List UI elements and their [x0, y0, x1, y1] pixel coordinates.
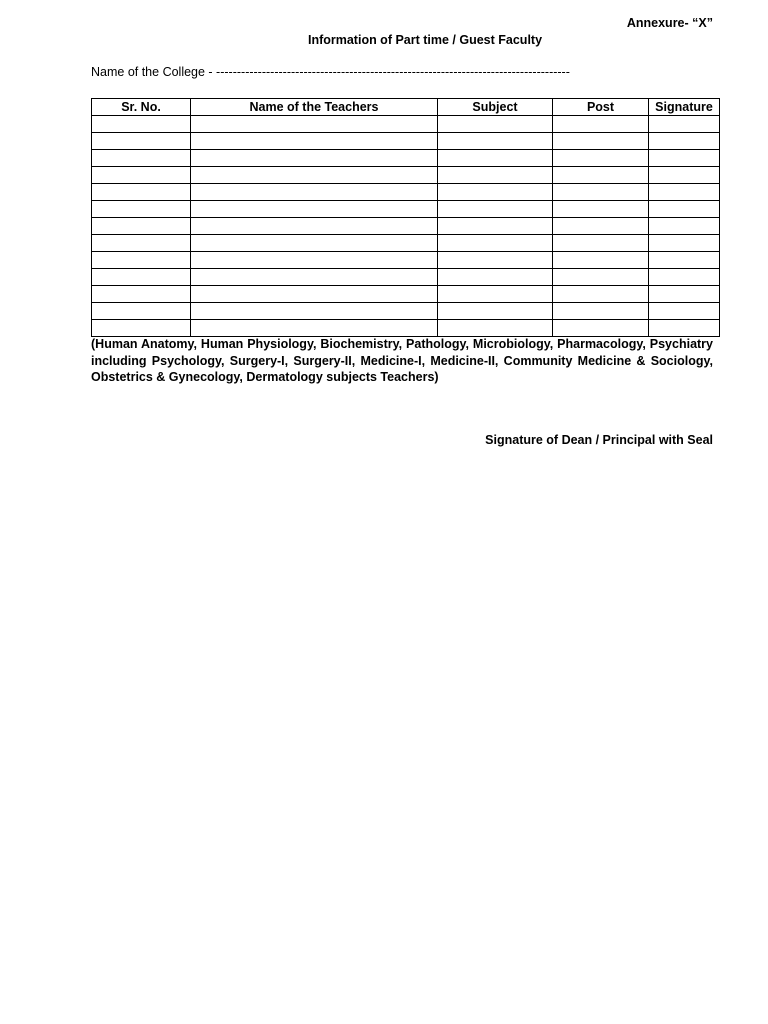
cell-sr-no — [92, 133, 191, 150]
cell-signature — [649, 286, 720, 303]
table-row — [92, 235, 720, 252]
table-row — [92, 167, 720, 184]
cell-sr-no — [92, 116, 191, 133]
header-sr-no: Sr. No. — [92, 99, 191, 116]
cell-teacher-name — [191, 320, 438, 337]
table-row — [92, 184, 720, 201]
cell-signature — [649, 252, 720, 269]
cell-teacher-name — [191, 201, 438, 218]
cell-sr-no — [92, 150, 191, 167]
table-row — [92, 303, 720, 320]
cell-post — [553, 235, 649, 252]
cell-subject — [438, 235, 553, 252]
cell-teacher-name — [191, 286, 438, 303]
cell-teacher-name — [191, 150, 438, 167]
cell-post — [553, 320, 649, 337]
table-row — [92, 320, 720, 337]
cell-post — [553, 201, 649, 218]
cell-signature — [649, 218, 720, 235]
cell-signature — [649, 235, 720, 252]
cell-post — [553, 116, 649, 133]
cell-teacher-name — [191, 269, 438, 286]
cell-post — [553, 184, 649, 201]
cell-signature — [649, 184, 720, 201]
cell-sr-no — [92, 303, 191, 320]
cell-subject — [438, 269, 553, 286]
cell-sr-no — [92, 320, 191, 337]
table-row — [92, 286, 720, 303]
cell-subject — [438, 133, 553, 150]
table-header-row — [92, 99, 720, 116]
annexure-label: Annexure- “X” — [626, 16, 713, 30]
header-signature: Signature — [649, 99, 720, 116]
subjects-note: (Human Anatomy, Human Physiology, Biochemistry, Pathology, Microbiology, Pharmacology, Psychiatry including Psychology, Surgery-I, Surgery-II, Medicine-I, Medicine-II, Community Medicine & Sociology, Obstetrics & Gynecology, Dermatology subjects Teachers) — [91, 337, 713, 384]
table-row — [92, 133, 720, 150]
cell-signature — [649, 201, 720, 218]
cell-teacher-name — [191, 167, 438, 184]
cell-teacher-name — [191, 218, 438, 235]
cell-signature — [649, 320, 720, 337]
cell-subject — [438, 184, 553, 201]
cell-subject — [438, 150, 553, 167]
cell-teacher-name — [191, 252, 438, 269]
cell-teacher-name — [191, 133, 438, 150]
cell-post — [553, 252, 649, 269]
cell-post — [553, 150, 649, 167]
cell-signature — [649, 167, 720, 184]
table-row — [92, 269, 720, 286]
cell-sr-no — [92, 235, 191, 252]
document-title: Information of Part time / Guest Faculty — [307, 33, 543, 47]
cell-signature — [649, 150, 720, 167]
cell-subject — [438, 320, 553, 337]
cell-signature — [649, 116, 720, 133]
header-post: Post — [553, 99, 649, 116]
cell-post — [553, 303, 649, 320]
cell-sr-no — [92, 286, 191, 303]
college-name-line: Name of the College - ------------------------------------------------------------------------------------- — [91, 65, 570, 79]
cell-post — [553, 167, 649, 184]
cell-signature — [649, 133, 720, 150]
cell-teacher-name — [191, 303, 438, 320]
cell-sr-no — [92, 184, 191, 201]
cell-post — [553, 286, 649, 303]
cell-subject — [438, 116, 553, 133]
cell-subject — [438, 201, 553, 218]
cell-signature — [649, 269, 720, 286]
cell-post — [553, 269, 649, 286]
cell-sr-no — [92, 167, 191, 184]
faculty-table-body — [92, 116, 720, 337]
cell-post — [553, 133, 649, 150]
cell-sr-no — [92, 201, 191, 218]
cell-sr-no — [92, 218, 191, 235]
cell-sr-no — [92, 252, 191, 269]
header-teacher-name: Name of the Teachers — [191, 99, 438, 116]
table-row — [92, 218, 720, 235]
cell-subject — [438, 252, 553, 269]
cell-teacher-name — [191, 235, 438, 252]
dean-signature-label: Signature of Dean / Principal with Seal — [485, 433, 713, 447]
cell-post — [553, 218, 649, 235]
cell-subject — [438, 286, 553, 303]
table-row — [92, 252, 720, 269]
cell-subject — [438, 218, 553, 235]
cell-subject — [438, 167, 553, 184]
table-row — [92, 116, 720, 133]
table-row — [92, 150, 720, 167]
cell-sr-no — [92, 269, 191, 286]
cell-signature — [649, 303, 720, 320]
table-row — [92, 201, 720, 218]
faculty-table — [91, 98, 720, 337]
cell-subject — [438, 303, 553, 320]
header-subject: Subject — [438, 99, 553, 116]
cell-teacher-name — [191, 184, 438, 201]
cell-teacher-name — [191, 116, 438, 133]
